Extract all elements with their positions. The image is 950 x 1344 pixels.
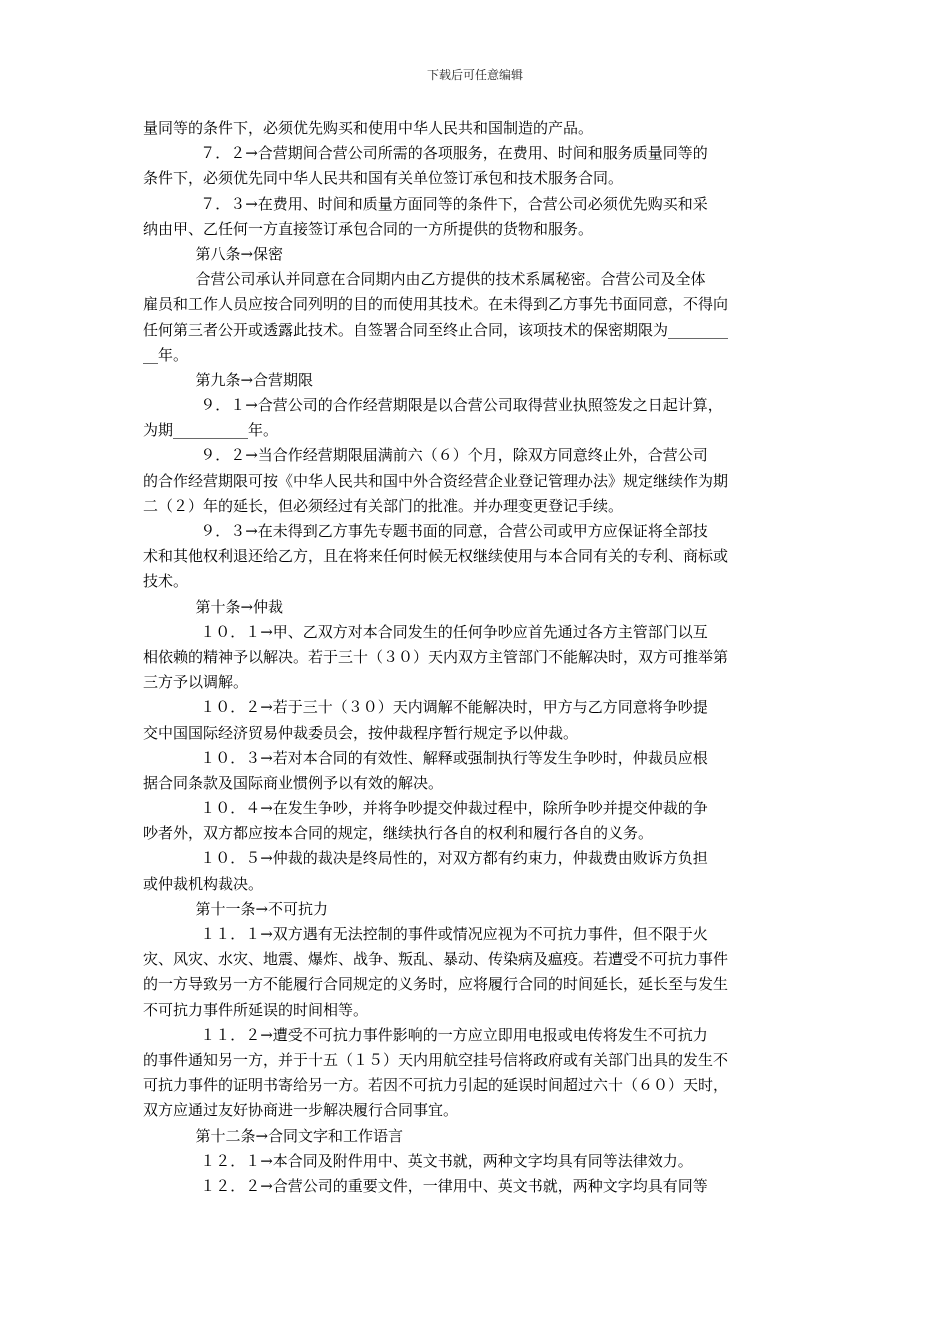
document-body <box>143 116 811 1199</box>
text-line: 合营公司承认并同意在合同期内由乙方提供的技术系属秘密。合营公司及全体 <box>143 270 706 289</box>
text-line: 相依赖的精神予以解决。若于三十（３０）天内双方主管部门不能解决时，双方可推举第 <box>143 647 729 666</box>
text-line: ９．１→合营公司的合作经营期限是以合营公司取得营业执照签发之日起计算， <box>143 396 723 415</box>
text-line: 条件下，必须优先同中华人民共和国有关单位签订承包和技术服务合同。 <box>143 169 624 188</box>
text-line: １０．５→仲裁的裁决是终局性的，对双方都有约束力，仲裁费由败诉方负担 <box>143 849 708 868</box>
text-line: １０．１→甲、乙双方对本合同发生的任何争吵应首先通过各方主管部门以互 <box>143 622 708 641</box>
text-line: 第九条→合营期限 <box>143 370 314 389</box>
text-line: 二（２）年的延长，但必须经过有关部门的批准。并办理变更登记手续。 <box>143 496 624 515</box>
text-line: 第十二条→合同文字和工作语言 <box>143 1126 404 1145</box>
text-line: １０．４→在发生争吵，并将争吵提交仲裁过程中，除所争吵并提交仲裁的争 <box>143 799 708 818</box>
text-line: 灾、风灾、水灾、地震、爆炸、战争、叛乱、暴动、传染病及瘟疫。若遭受不可抗力事件 <box>143 950 729 969</box>
text-line: １２．１→本合同及附件用中、英文书就，两种文字均具有同等法律效力。 <box>143 1151 693 1170</box>
text-line: 技术。 <box>143 572 189 591</box>
text-line: 的合作经营期限可按《中华人民共和国中外合资经营企业登记管理办法》规定继续作为期 <box>143 471 729 490</box>
text-line: １２．２→合营公司的重要文件，一律用中、英文书就，两种文字均具有同等 <box>143 1176 708 1195</box>
text-line: 的事件通知另一方，并于十五（１５）天内用航空挂号信将政府或有关部门出具的发生不 <box>143 1050 729 1069</box>
text-line: 任何第三者公开或透露此技术。自签署合同至终止合同，该项技术的保密期限为________ <box>143 320 729 339</box>
text-line: 吵者外，双方都应按本合同的规定，继续执行各自的权利和履行各自的义务。 <box>143 824 654 843</box>
text-line: 术和其他权利退还给乙方，且在将来任何时候无权继续使用与本合同有关的专利、商标或 <box>143 547 729 566</box>
text-line: 量同等的条件下，必须优先购买和使用中华人民共和国制造的产品。 <box>143 119 594 137</box>
text-line: 三方予以调解。 <box>143 673 249 692</box>
text-line: 双方应通过友好协商进一步解决履行合同事宜。 <box>143 1101 459 1120</box>
text-line: 交中国国际经济贸易仲裁委员会，按仲裁程序暂行规定予以仲裁。 <box>143 723 579 742</box>
text-line: 为期__________年。 <box>143 421 279 440</box>
text-line: ７．２→合营期间合营公司所需的各项服务，在费用、时间和服务质量同等的 <box>143 144 708 163</box>
text-line: 据合同条款及国际商业惯例予以有效的解决。 <box>143 773 444 792</box>
text-line: 第十条→仲裁 <box>143 597 284 616</box>
text-line: 雇员和工作人员应按合同列明的目的而使用其技术。在未得到乙方事先书面同意，不得向 <box>143 295 729 314</box>
text-line: 不可抗力事件所延误的时间相等。 <box>143 1000 369 1019</box>
page-header: 下载后可任意编辑 <box>426 68 523 82</box>
text-line: 纳由甲、乙任何一方直接签订承包合同的一方所提供的货物和服务。 <box>143 219 594 238</box>
text-line: ９．３→在未得到乙方事先专题书面的同意，合营公司或甲方应保证将全部技 <box>143 522 708 540</box>
text-line: 的一方导致另一方不能履行合同规定的义务时，应将履行合同的时间延长，延长至与发生 <box>143 975 729 994</box>
text-line: １０．２→若于三十（３０）天内调解不能解决时，甲方与乙方同意将争吵提 <box>143 698 708 717</box>
text-line: １０．３→若对本合同的有效性、解释或强制执行等发生争吵时，仲裁员应根 <box>143 748 708 767</box>
text-line: 或仲裁机构裁决。 <box>143 874 264 893</box>
text-line: 第十一条→不可抗力 <box>143 899 329 918</box>
text-line: １１．１→双方遇有无法控制的事件或情况应视为不可抗力事件，但不限于火 <box>143 925 708 943</box>
text-line: ９．２→当合作经营期限届满前六（６）个月，除双方同意终止外，合营公司 <box>143 446 708 465</box>
text-line: １１．２→遭受不可抗力事件影响的一方应立即用电报或电传将发生不可抗力 <box>143 1025 708 1044</box>
text-line: ７．３→在费用、时间和质量方面同等的条件下，合营公司必须优先购买和采 <box>143 194 708 213</box>
text-line: __年。 <box>143 345 189 364</box>
text-line: 可抗力事件的证明书寄给另一方。若因不可抗力引起的延误时间超过六十（６０）天时， <box>143 1076 729 1095</box>
text-line: 第八条→保密 <box>143 244 284 263</box>
